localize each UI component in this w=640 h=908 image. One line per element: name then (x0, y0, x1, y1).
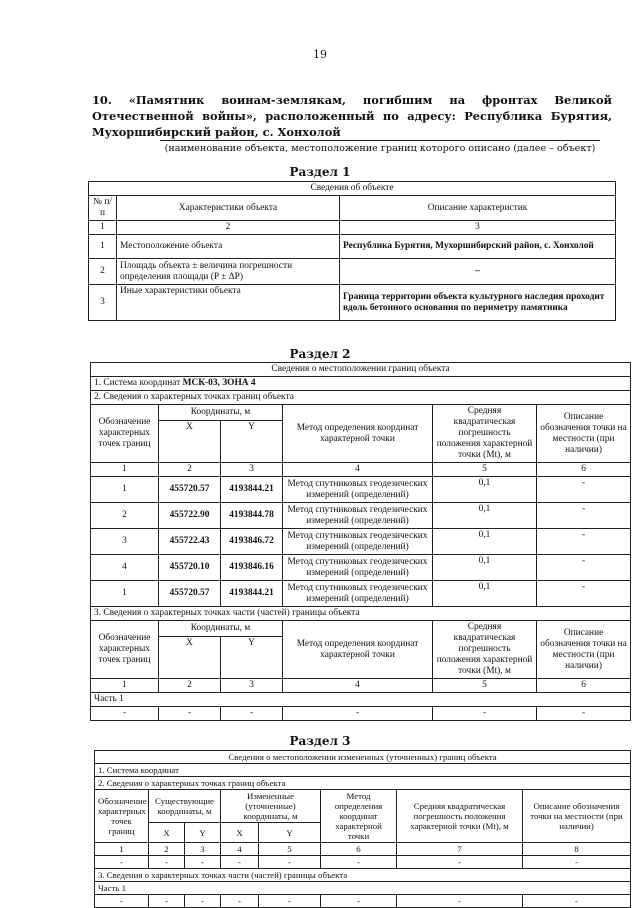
s3-col-error: Средняя квадратическая погрешность положения характерной точки (Мt), м (397, 790, 523, 843)
section1-heading: Раздел 1 (289, 165, 351, 179)
s3-part-label: Часть 1 (95, 882, 631, 895)
s2-col-coords: Координаты, м (159, 405, 283, 421)
s2-num: 5 (433, 463, 537, 477)
s2-coord-system-value: МСК-03, ЗОНА 4 (182, 378, 256, 388)
s3-col-existing: Существующие координаты, м (149, 790, 221, 823)
s1-row-value: – (340, 259, 616, 285)
s3-subheading-points: 2. Сведения о характерных точках границ объекта (95, 777, 631, 790)
table-row (91, 707, 631, 721)
s3-num: 2 (149, 843, 185, 856)
s3-col-y1: Y (185, 823, 221, 843)
s3-cell: - (397, 856, 523, 869)
s2p-col-x: X (159, 636, 221, 678)
s2-point-id: 4 (91, 555, 159, 581)
s2-num: 3 (221, 463, 283, 477)
table-row (91, 581, 631, 607)
s2p-num: 3 (221, 679, 283, 693)
s2p-col-error: Средняя квадратическая погрешность положения характерной точки (Мt), м (433, 621, 537, 679)
s3-part-cell: - (397, 895, 523, 908)
s2-desc: - (537, 555, 631, 581)
s2-subheading-parts: 3. Сведения о характерных точках части (частей) границы объекта (91, 607, 631, 621)
s2-desc: - (537, 581, 631, 607)
s3-col-x1: X (149, 823, 185, 843)
s2-desc: - (537, 503, 631, 529)
s3-col-y2: Y (259, 823, 321, 843)
s1-col-number: № п/п (89, 196, 117, 221)
s2-coord-system (91, 377, 631, 391)
s2p-num: 4 (283, 679, 433, 693)
s2p-num: 5 (433, 679, 537, 693)
s2-y-value: 4193846.16 (221, 555, 283, 581)
s3-num: 1 (95, 843, 149, 856)
s1-row-number: 1 (89, 235, 117, 259)
s3-num: 8 (523, 843, 631, 856)
s2-col-error: Средняя квадратическая погрешность положения характерной точки (Мt), м (433, 405, 537, 463)
s2-point-id: 3 (91, 529, 159, 555)
s2-num: 2 (159, 463, 221, 477)
s2-x-value: 455722.90 (159, 503, 221, 529)
s1-row-value: Республика Бурятия, Мухоршибирский район, с. Хонхолой (340, 235, 616, 259)
s1-row-name: Площадь объекта ± величина погрешности определения площади (P ± ΔP) (117, 259, 340, 285)
s2-method: Метод спутниковых геодезических измерений (определений) (283, 555, 433, 581)
s2-col-point: Обозначение характерных точек границ (91, 405, 159, 463)
s2-num: 4 (283, 463, 433, 477)
table-row (89, 235, 616, 259)
s3-num: 5 (259, 843, 321, 856)
section2-heading: Раздел 2 (289, 347, 351, 361)
s3-num: 4 (221, 843, 259, 856)
s2-num: 6 (537, 463, 631, 477)
s3-part-cell: - (221, 895, 259, 908)
table-row (91, 503, 631, 529)
s1-num-1: 1 (89, 221, 117, 235)
s1-num-2: 2 (117, 221, 340, 235)
object-title: 10. «Памятник воинам-землякам, погибшим на фронтах Великой Отечественной войны», расположенный по адресу: Республика Бурятия, Мухоршибирский район, с. Хонхолой (92, 93, 612, 139)
section3-heading: Раздел 3 (289, 734, 351, 748)
s2-part-label: Часть 1 (91, 693, 631, 707)
s3-cell: - (95, 856, 149, 869)
page-number: 19 (313, 48, 327, 61)
s1-num-3: 3 (340, 221, 616, 235)
s2p-col-point: Обозначение характерных точек границ (91, 621, 159, 679)
s3-part-cell: - (321, 895, 397, 908)
section3-caption: Сведения о местоположении измененных (уточненных) границ объекта (95, 751, 631, 764)
s2-error: 0,1 (433, 581, 537, 607)
s2-desc: - (537, 477, 631, 503)
s1-row-name: Иные характеристики объекта (117, 285, 340, 321)
s2-col-desc: Описание обозначения точки на местности (при наличии) (537, 405, 631, 463)
s2-coord-system-label: 1. Система координат (94, 378, 183, 388)
s2-y-value: 4193846.72 (221, 529, 283, 555)
s2-error: 0,1 (433, 477, 537, 503)
s3-part-cell: - (523, 895, 631, 908)
section2-table (90, 362, 631, 721)
s3-cell: - (259, 856, 321, 869)
s2-x-value: 455720.57 (159, 581, 221, 607)
s2-method: Метод спутниковых геодезических измерений (определений) (283, 581, 433, 607)
s2-x-value: 455720.10 (159, 555, 221, 581)
s2p-num: 6 (537, 679, 631, 693)
s1-row-value: Граница территории объекта культурного наследия проходит вдоль бетонного основания по периметру памятника (340, 285, 616, 321)
s2-error: 0,1 (433, 529, 537, 555)
s1-row-name: Местоположение объекта (117, 235, 340, 259)
s2p-num: 1 (91, 679, 159, 693)
s2-point-id: 1 (91, 581, 159, 607)
s2p-col-method: Метод определения координат характерной точки (283, 621, 433, 679)
s2-part-cell: - (433, 707, 537, 721)
s2p-col-y: Y (221, 636, 283, 678)
s3-part-cell: - (149, 895, 185, 908)
s2-subheading-points: 2. Сведения о характерных точках границ объекта (91, 391, 631, 405)
section1-table (88, 181, 616, 321)
s2-desc: - (537, 529, 631, 555)
s2-col-x: X (159, 420, 221, 462)
s1-col-characteristics: Характеристики объекта (117, 196, 340, 221)
s2-col-y: Y (221, 420, 283, 462)
s2-y-value: 4193844.78 (221, 503, 283, 529)
s3-subheading-parts: 3. Сведения о характерных точках части (частей) границы объекта (95, 869, 631, 882)
s3-coord-system: 1. Система координат (95, 764, 631, 777)
s3-part-cell: - (95, 895, 149, 908)
s2-part-cell: - (159, 707, 221, 721)
s3-num: 3 (185, 843, 221, 856)
s3-col-point: Обозначение характерных точек границ (95, 790, 149, 843)
s2-part-cell: - (221, 707, 283, 721)
table-row (95, 895, 631, 908)
s2-error: 0,1 (433, 555, 537, 581)
s3-part-cell: - (259, 895, 321, 908)
table-row (91, 555, 631, 581)
table-row (95, 856, 631, 869)
s1-row-number: 2 (89, 259, 117, 285)
s2p-num: 2 (159, 679, 221, 693)
s3-num: 6 (321, 843, 397, 856)
s2-part-cell: - (91, 707, 159, 721)
s2-error: 0,1 (433, 503, 537, 529)
s3-cell: - (321, 856, 397, 869)
s2-point-id: 2 (91, 503, 159, 529)
section2-caption: Сведения о местоположении границ объекта (91, 363, 631, 377)
s1-row-number: 3 (89, 285, 117, 321)
s2-part-cell: - (537, 707, 631, 721)
s3-cell: - (185, 856, 221, 869)
s2p-col-coords: Координаты, м (159, 621, 283, 637)
s3-part-cell: - (185, 895, 221, 908)
section3-table (94, 750, 631, 908)
s2-point-id: 1 (91, 477, 159, 503)
s2-method: Метод спутниковых геодезических измерений (определений) (283, 503, 433, 529)
s3-col-changed: Измененные (уточненные) координаты, м (221, 790, 321, 823)
s2-part-cell: - (283, 707, 433, 721)
object-title-caption: (наименование объекта, местоположение границ которого описано (далее – объект) (160, 140, 600, 155)
s2-y-value: 4193844.21 (221, 477, 283, 503)
s2-x-value: 455720.57 (159, 477, 221, 503)
s3-cell: - (149, 856, 185, 869)
s3-cell: - (523, 856, 631, 869)
s3-cell: - (221, 856, 259, 869)
s2-method: Метод спутниковых геодезических измерений (определений) (283, 477, 433, 503)
table-row (89, 259, 616, 285)
s3-col-method: Метод определения координат характерной точки (321, 790, 397, 843)
table-row (91, 477, 631, 503)
s2p-col-desc: Описание обозначения точки на местности (при наличии) (537, 621, 631, 679)
s3-col-desc: Описание обозначения точки на местности (при наличии) (523, 790, 631, 843)
s2-col-method: Метод определения координат характерной точки (283, 405, 433, 463)
s2-x-value: 455722.43 (159, 529, 221, 555)
table-row (89, 285, 616, 321)
table-row (91, 529, 631, 555)
s3-col-x2: X (221, 823, 259, 843)
s2-method: Метод спутниковых геодезических измерений (определений) (283, 529, 433, 555)
s3-num: 7 (397, 843, 523, 856)
s2-num: 1 (91, 463, 159, 477)
s1-col-description: Описание характеристик (340, 196, 616, 221)
s2-y-value: 4193844.21 (221, 581, 283, 607)
section1-caption: Сведения об объекте (89, 182, 616, 196)
